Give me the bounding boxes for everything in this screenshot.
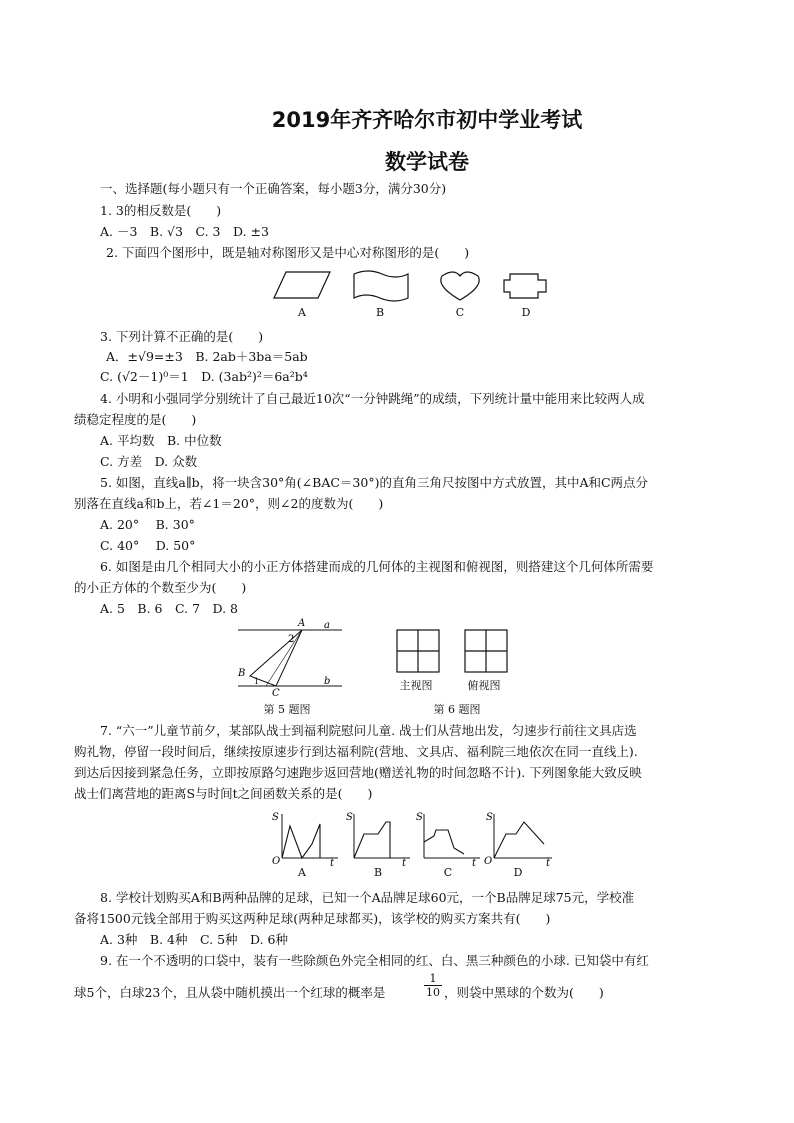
exam-subtitle: 数学试卷 (385, 150, 469, 174)
svg-text:S: S (272, 812, 279, 823)
q7-graph-b (346, 812, 410, 868)
q6-stem-2: 的小正方体的个数至少为( ) (74, 580, 247, 595)
q2-label-b: B (375, 306, 385, 319)
q7-label-a: A (298, 866, 306, 879)
q7-stem-4: 战士们离营地的距离S与时间t之间函数关系的是( ) (74, 786, 373, 801)
section-heading: 一、选择题(每小题只有一个正确答案，每小题3分，满分30分) (100, 181, 447, 196)
fig6-views (395, 628, 515, 676)
q3-stem: 3. 下列计算不正确的是( ) (100, 329, 264, 344)
q4-options-2: C. 方差 D. 众数 (100, 454, 198, 469)
fig5-label-C: C (272, 688, 280, 698)
fig5-label-a: a (324, 620, 330, 631)
q2-label-a: A (298, 306, 306, 319)
fig5-label-b: b (324, 676, 331, 687)
q2-label-d: D (521, 306, 531, 319)
q2-shape-a (274, 272, 330, 298)
svg-text:t: t (330, 858, 335, 868)
q5-stem-2: 别落在直线a和b上，若∠1＝20°，则∠2的度数为( ) (74, 496, 384, 511)
q9-stem-2b: ，则袋中黑球的个数为( ) (444, 985, 604, 1000)
q4-options-1: A. 平均数 B. 中位数 (100, 433, 222, 448)
fig5-angle-1: 1 (254, 677, 260, 686)
svg-text:t: t (546, 858, 551, 868)
fig6-top-label: 俯视图 (467, 679, 501, 692)
q7-stem-3: 到达后因接到紧急任务，立即按原路匀速跑步返回营地(赠送礼物的时间忽略不计). 下列图象能大致反映 (74, 765, 642, 780)
q9-frac-num: 1 (424, 972, 442, 986)
q5-stem-1: 5. 如图，直线a∥b，将一块含30°角(∠BAC＝30°)的直角三角尺按图中方式放置，其中A和C两点分 (100, 475, 649, 490)
q9-frac-den: 10 (426, 986, 440, 999)
q8-options: A. 3种 B. 4种 C. 5种 D. 6种 (100, 932, 289, 947)
q7-stem-2: 购礼物，停留一段时间后，继续按原速步行到达福利院(营地、文具店、福利院三地依次在同一直线上). (74, 744, 638, 759)
q6-stem-1: 6. 如图是由几个相同大小的小正方体搭建而成的几何体的主视图和俯视图，则搭建这个几何体所需要 (100, 559, 654, 574)
q2-figures (270, 268, 560, 304)
fig6-front-label: 主视图 (399, 679, 433, 692)
fig5-triangle (230, 616, 350, 698)
svg-text:S: S (346, 812, 353, 823)
svg-text:t: t (402, 858, 407, 868)
q7-label-d: D (513, 866, 523, 879)
fig5-inner-line (266, 630, 302, 686)
q7-graph-d (484, 812, 552, 868)
q2-stem: 2. 下面四个图形中，既是轴对称图形又是中心对称图形的是( ) (106, 245, 470, 260)
q9-stem-2a: 球5个，白球23个，且从袋中随机摸出一个红球的概率是 (74, 985, 386, 1000)
fig5-caption: 第 5 题图 (263, 703, 311, 716)
fig6-caption: 第 6 题图 (433, 703, 481, 716)
q1-options: A. －3 B. √3 C. 3 D. ±3 (100, 224, 269, 239)
q3-options-1: A．±√9=±3 B. 2ab＋3ba＝5ab (106, 349, 308, 364)
q4-stem-1: 4. 小明和小强同学分别统计了自己最近10次“一分钟跳绳”的成绩，下列统计量中能用来比较两人成 (100, 391, 645, 406)
svg-text:S: S (486, 812, 493, 823)
q2-shape-b (354, 271, 408, 301)
q4-stem-2: 绩稳定程度的是( ) (74, 412, 197, 427)
svg-text:O: O (272, 856, 281, 867)
q1-stem: 1. 3的相反数是( ) (100, 203, 222, 218)
q8-stem-2: 备将1500元钱全部用于购买这两种足球(两种足球都买)，该学校的购买方案共有( ) (74, 911, 551, 926)
q2-shape-d (504, 274, 546, 298)
q2-shape-c (441, 272, 479, 300)
fig5-label-A: A (298, 618, 306, 629)
q7-graphs (268, 808, 558, 868)
svg-text:O: O (484, 856, 493, 867)
q9-fraction (424, 972, 442, 999)
q9-stem-1: 9. 在一个不透明的口袋中，装有一些除颜色外完全相同的红、白、黑三种颜色的小球. 已知袋中有红 (100, 953, 649, 968)
svg-text:t: t (472, 858, 477, 868)
q7-graph-c (416, 812, 480, 868)
q7-label-b: B (373, 866, 383, 879)
q5-options-1: A. 20° B. 30° (100, 517, 195, 532)
fig5-label-B: B (238, 668, 246, 679)
q8-stem-1: 8. 学校计划购买A和B两种品牌的足球，已知一个A品牌足球60元，一个B品牌足球75元，学校准 (100, 890, 635, 905)
svg-text:S: S (416, 812, 423, 823)
fig5-angle-2: 2 (288, 634, 295, 645)
q5-options-2: C. 40° D. 50° (100, 538, 196, 553)
q3-options-2: C. (√2－1)⁰＝1 D. (3ab²)²＝6a²b⁴ (100, 369, 308, 384)
q7-graph-a (272, 812, 338, 868)
exam-title: 2019年齐齐哈尔市初中学业考试 (271, 108, 583, 132)
q7-stem-1: 7. “六一”儿童节前夕，某部队战士到福利院慰问儿童. 战士们从营地出发，匀速步行前往文具店选 (100, 723, 637, 738)
q2-label-c: C (455, 306, 465, 319)
q6-options: A. 5 B. 6 C. 7 D. 8 (100, 601, 239, 616)
q7-label-c: C (443, 866, 453, 879)
